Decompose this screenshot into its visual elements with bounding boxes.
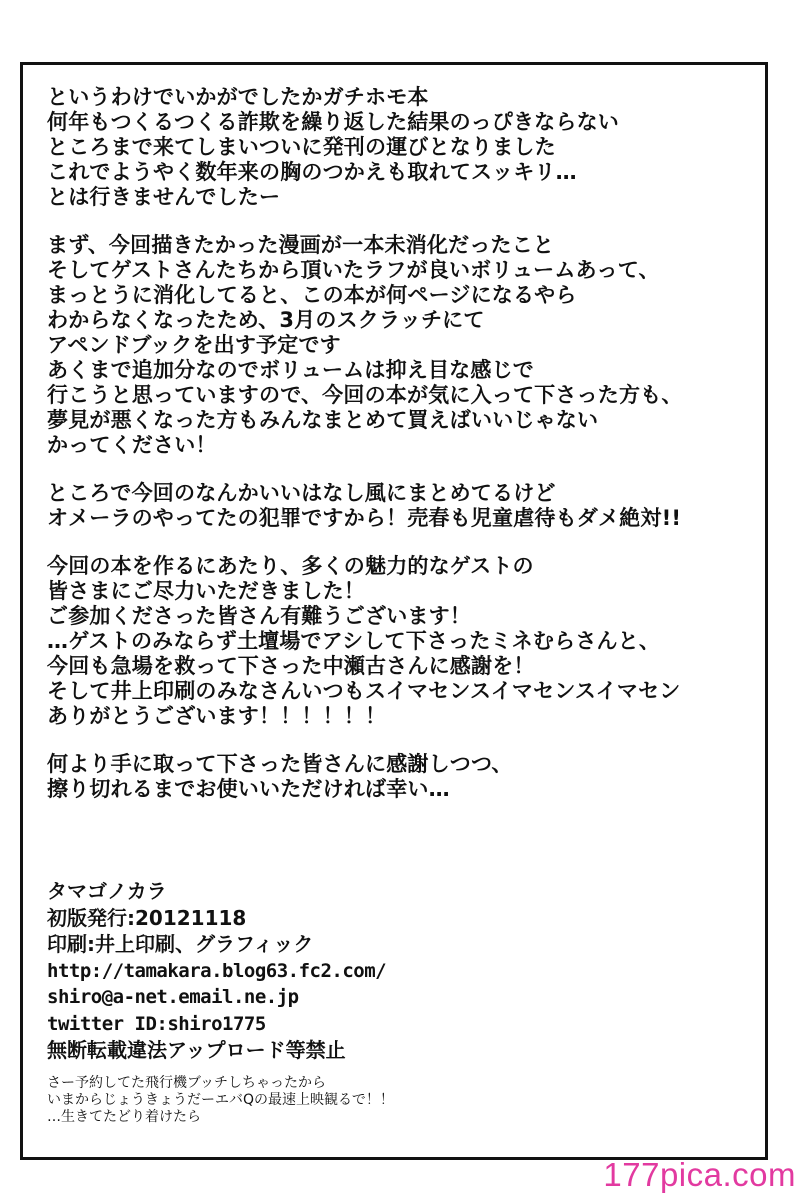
afterword-text bbox=[47, 85, 747, 825]
text-line: まず、今回描きたかった漫画が一本未消化だったこと bbox=[47, 233, 555, 257]
text-line: オメーラのやってたの犯罪ですから！売春も児童虐待もダメ絶対!! bbox=[47, 506, 682, 530]
text-line: 行こうと思っていますので、今回の本が気に入って下さった方も、 bbox=[47, 383, 683, 407]
text-line: ところまで来てしまいついに発刊の運びとなりました bbox=[47, 135, 556, 159]
footnote bbox=[47, 1075, 747, 1126]
text-line: 皆さまにご尽力いただきました！ bbox=[47, 579, 365, 603]
copyright-notice: 無断転載違法アップロード等禁止 bbox=[47, 1038, 346, 1062]
paragraph-closing bbox=[47, 752, 747, 802]
twitter-id: twitter ID:shiro1775 bbox=[47, 1012, 266, 1035]
text-line: 何より手に取って下さった皆さんに感謝しつつ、 bbox=[47, 752, 513, 776]
text-line: とは行きませんでしたー bbox=[47, 185, 281, 209]
website-url: http://tamakara.blog63.fc2.com/ bbox=[47, 959, 387, 982]
text-line: 擦り切れるまでお使いいただければ幸い… bbox=[47, 777, 450, 801]
circle-name: タマゴノカラ bbox=[47, 879, 167, 903]
text-line: ありがとうございます！！！！！！ bbox=[47, 704, 387, 728]
text-line: …ゲストのみならず土壇場でアシして下さったミネむらさんと、 bbox=[47, 629, 661, 653]
text-line: 何年もつくるつくる詐欺を繰り返した結果のっぴきならない bbox=[47, 110, 619, 134]
colophon bbox=[47, 878, 747, 1064]
text-line: 夢見が悪くなった方もみんなまとめて買えばいいじゃない bbox=[47, 408, 599, 432]
footnote-line: さー予約してた飛行機ブッチしちゃったから bbox=[47, 1075, 327, 1091]
text-line: アペンドブックを出す予定です bbox=[47, 333, 341, 357]
printer-info: 印刷:井上印刷、グラフィック bbox=[47, 932, 314, 956]
footnote-line: いまからじょうきょうだーエバQの最速上映観るで！！ bbox=[47, 1092, 394, 1108]
paragraph-intro bbox=[47, 85, 747, 210]
text-line: そしてゲストさんたちから頂いたラフが良いボリュームあって、 bbox=[47, 258, 660, 282]
text-line: まっとうに消化してると、この本が何ページになるやら bbox=[47, 283, 577, 307]
footnote-line: …生きてたどり着けたら bbox=[47, 1109, 201, 1125]
text-line: 今回も急場を救って下さった中瀬古さんに感謝を！ bbox=[47, 654, 535, 678]
text-line: ご参加くださった皆さん有難うございます！ bbox=[47, 604, 471, 628]
paragraph-warning bbox=[47, 481, 747, 531]
email-address: shiro@a-net.email.ne.jp bbox=[47, 986, 299, 1008]
first-edition-date: 初版発行:20121118 bbox=[47, 905, 247, 930]
text-line: というわけでいかがでしたかガチホモ本 bbox=[47, 85, 429, 109]
text-line: かってください！ bbox=[47, 433, 217, 457]
text-line: 今回の本を作るにあたり、多くの魅力的なゲストの bbox=[47, 554, 534, 578]
text-line: これでようやく数年来の胸のつかえも取れてスッキリ… bbox=[47, 160, 577, 184]
paragraph-append-book bbox=[47, 233, 747, 458]
text-line: そして井上印刷のみなさんいつもスイマセンスイマセンスイマセン bbox=[47, 679, 681, 703]
page-frame bbox=[20, 62, 768, 1160]
paragraph-thanks bbox=[47, 554, 747, 729]
text-line: わからなくなったため、3月のスクラッチにて bbox=[47, 308, 485, 332]
text-line: ところで今回のなんかいいはなし風にまとめてるけど bbox=[47, 481, 556, 505]
text-line: あくまで追加分なのでボリュームは抑え目な感じで bbox=[47, 358, 534, 382]
site-watermark: 177pica.com bbox=[603, 1156, 796, 1193]
